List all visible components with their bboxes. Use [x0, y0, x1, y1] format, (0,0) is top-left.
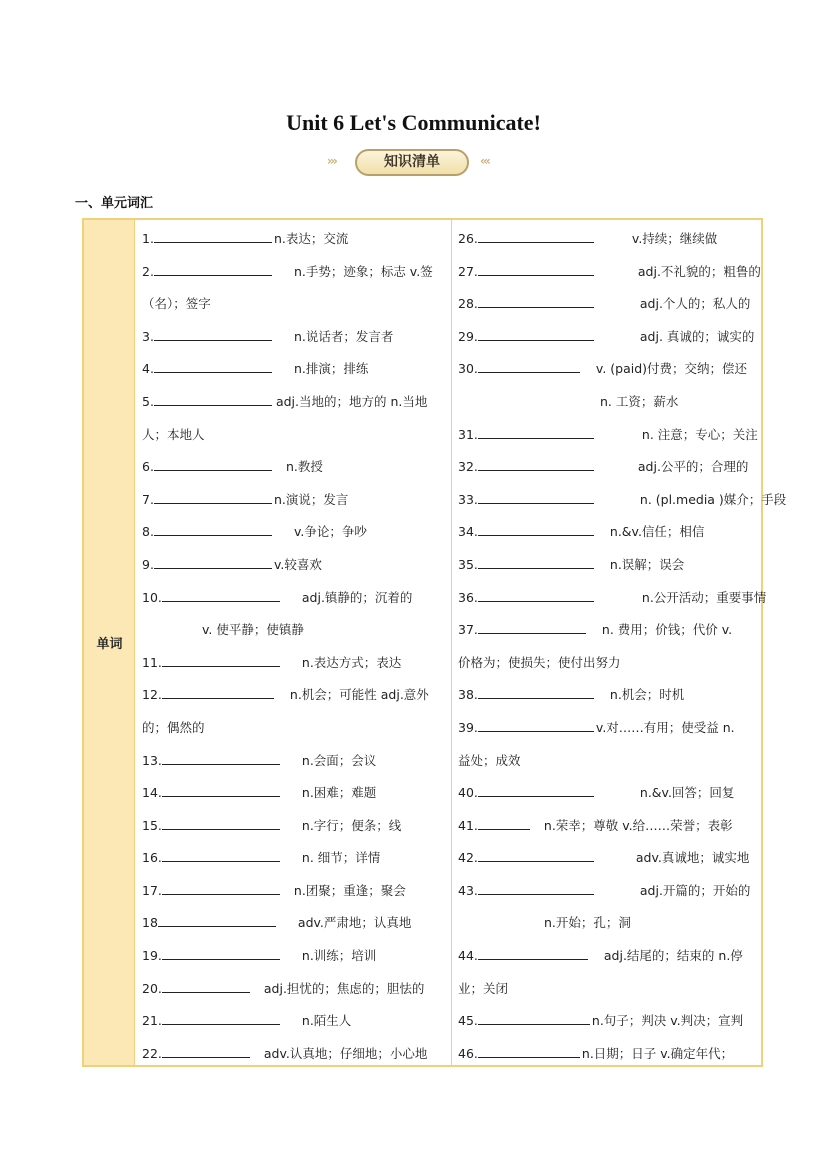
- item-number: 29.: [458, 328, 478, 344]
- vocab-line: [458, 1038, 760, 1071]
- answer-blank[interactable]: [154, 491, 272, 504]
- answer-blank[interactable]: [478, 719, 594, 732]
- vocab-line: [458, 777, 760, 810]
- item-number: 1.: [142, 231, 154, 246]
- vocab-line: [142, 973, 446, 1006]
- answer-blank[interactable]: [162, 1045, 250, 1058]
- item-number: 30.: [458, 361, 478, 377]
- answer-blank[interactable]: [154, 458, 272, 471]
- answer-blank[interactable]: [162, 882, 280, 895]
- item-number: 12.: [142, 687, 162, 703]
- definition-text: n.教授: [285, 459, 323, 475]
- answer-blank[interactable]: [478, 686, 594, 699]
- item-number: 7.: [142, 491, 154, 507]
- definition-text: 业；关闭: [458, 980, 509, 996]
- section-badge-row: [0, 149, 827, 179]
- definition-text: n.误解；误会: [609, 556, 685, 572]
- vocab-line: [142, 777, 446, 810]
- vocab-line: [458, 321, 760, 354]
- answer-blank[interactable]: [478, 328, 594, 341]
- answer-blank[interactable]: [478, 1045, 580, 1058]
- vocab-line: [142, 419, 446, 452]
- item-number: 5.: [142, 393, 154, 409]
- item-number: 46.: [458, 1045, 478, 1061]
- item-number: 8.: [142, 524, 154, 540]
- vocab-line: [458, 875, 760, 908]
- definition-text: adj.开篇的；开始的: [639, 882, 751, 898]
- vocab-line: [458, 288, 760, 321]
- chevrons-right-icon: ›››: [327, 154, 336, 168]
- definition-text: n. 细节；详情: [301, 850, 381, 866]
- answer-blank[interactable]: [478, 426, 594, 439]
- column-divider: [451, 220, 452, 1065]
- item-number: 18: [142, 915, 158, 931]
- vocab-line: [458, 223, 760, 256]
- definition-text: n.表达；交流: [273, 231, 349, 246]
- answer-blank[interactable]: [478, 263, 594, 276]
- answer-blank[interactable]: [478, 947, 588, 960]
- right-vocab-column: [458, 223, 787, 1070]
- definition-text: 人；本地人: [142, 426, 205, 442]
- vocab-line: [142, 679, 446, 712]
- item-number: 37.: [458, 622, 478, 638]
- answer-blank[interactable]: [154, 328, 272, 341]
- vocab-line: [142, 1005, 446, 1038]
- item-number: 2.: [142, 263, 154, 279]
- vocab-line: [142, 516, 446, 549]
- definition-text: adj.担忧的；焦虑的；胆怯的: [263, 980, 425, 996]
- item-number: 27.: [458, 263, 478, 279]
- vocab-line: [142, 1038, 446, 1071]
- vocab-line: [142, 353, 446, 386]
- answer-blank[interactable]: [478, 621, 586, 634]
- definition-text: n.机会；可能性 adj.意外: [289, 687, 429, 703]
- definition-text: n.演说；发言: [273, 491, 349, 507]
- vocab-line: [142, 745, 446, 778]
- row-label: 单词: [96, 637, 123, 652]
- item-number: 14.: [142, 785, 162, 801]
- definition-text: （名）；签字: [142, 296, 211, 312]
- answer-blank[interactable]: [162, 654, 280, 667]
- definition-text: n.排演；排练: [293, 361, 369, 377]
- vocab-line: [458, 907, 760, 940]
- answer-blank[interactable]: [162, 686, 274, 699]
- vocab-line: [458, 842, 760, 875]
- definition-text: n.开始；孔；洞: [544, 915, 631, 931]
- definition-text: adj.公平的；合理的: [637, 459, 749, 475]
- item-number: 26.: [458, 231, 478, 246]
- answer-blank[interactable]: [478, 849, 594, 862]
- vocab-line: [142, 940, 446, 973]
- vocab-line: [458, 353, 760, 386]
- vocab-line: [142, 484, 446, 517]
- vocab-line: [458, 973, 760, 1006]
- page-title: Unit 6 Let's Communicate!: [286, 110, 541, 135]
- vocab-line: [458, 582, 767, 615]
- definition-text: n.陌生人: [301, 1013, 352, 1029]
- vocab-line: [142, 647, 446, 680]
- vocab-line: [458, 614, 760, 647]
- vocab-line: [458, 484, 787, 517]
- item-number: 34.: [458, 524, 478, 540]
- definition-text: adj. 真诚的；诚实的: [639, 328, 755, 344]
- item-number: 16.: [142, 850, 162, 866]
- definition-text: n.会面；会议: [301, 752, 377, 768]
- definition-text: n.公开活动；重要事情: [641, 589, 767, 605]
- item-number: 35.: [458, 556, 478, 572]
- definition-text: adv.真诚地；诚实地: [635, 850, 750, 866]
- vocab-line: [142, 256, 446, 289]
- definition-text: n.字行；便条；线: [301, 817, 402, 833]
- definition-text: adv.认真地；仔细地；小心地: [263, 1045, 428, 1061]
- item-number: 19.: [142, 948, 162, 964]
- vocab-line: [458, 712, 760, 745]
- definition-text: n. 工资；薪水: [600, 393, 679, 409]
- definition-text: v. (paid)付费；交纳；偿还: [595, 361, 748, 377]
- answer-blank[interactable]: [478, 882, 594, 895]
- item-number: 20.: [142, 980, 162, 996]
- vocab-line: [458, 745, 760, 778]
- definition-text: n.日期；日子 v.确定年代；: [581, 1045, 734, 1061]
- definition-text: adj.结尾的；结束的 n.停: [603, 948, 743, 964]
- answer-blank[interactable]: [162, 980, 250, 993]
- vocab-line: [142, 582, 446, 615]
- definition-text: adj.当地的；地方的 n.当地: [275, 393, 428, 409]
- item-number: 32.: [458, 459, 478, 475]
- vocab-line: [458, 419, 760, 452]
- answer-blank[interactable]: [154, 230, 272, 243]
- definition-text: adj.个人的；私人的: [639, 296, 751, 312]
- answer-blank[interactable]: [478, 556, 594, 569]
- answer-blank[interactable]: [158, 914, 276, 927]
- vocab-line: [458, 679, 760, 712]
- section-heading: 一、单元词汇: [75, 196, 154, 211]
- item-number: 38.: [458, 687, 478, 703]
- vocab-line: [458, 1005, 760, 1038]
- definition-text: v.持续；继续做: [631, 231, 718, 246]
- vocabulary-table: [82, 218, 787, 1067]
- definition-text: n.&v.信任；相信: [609, 524, 705, 540]
- item-number: 11.: [142, 654, 162, 670]
- vocab-line: [142, 386, 446, 419]
- vocab-line: [142, 810, 446, 843]
- item-number: 4.: [142, 361, 154, 377]
- vocab-line: [458, 451, 760, 484]
- answer-blank[interactable]: [478, 589, 594, 602]
- item-number: 17.: [142, 882, 162, 898]
- vocab-line: [458, 647, 760, 680]
- definition-text: n.手势；迹象；标志 v.签: [293, 263, 433, 279]
- item-number: 36.: [458, 589, 478, 605]
- definition-text: n.训练；培训: [301, 948, 377, 964]
- answer-blank[interactable]: [478, 458, 594, 471]
- vocab-line: [142, 712, 446, 745]
- answer-blank[interactable]: [478, 523, 594, 536]
- vocab-line: [458, 256, 760, 289]
- vocab-line: [142, 321, 446, 354]
- definition-text: n. 费用；价钱；代价 v.: [601, 622, 733, 638]
- definition-text: n. 注意；专心；关注: [641, 426, 758, 442]
- item-number: 31.: [458, 426, 478, 442]
- item-number: 39.: [458, 719, 478, 735]
- definition-text: v.对……有用；使受益 n.: [595, 719, 735, 735]
- item-number: 22.: [142, 1045, 162, 1061]
- item-number: 3.: [142, 328, 154, 344]
- answer-blank[interactable]: [162, 849, 280, 862]
- vocab-line: [142, 549, 446, 582]
- item-number: 10.: [142, 589, 162, 605]
- vocab-line: [142, 842, 446, 875]
- answer-blank[interactable]: [162, 1012, 280, 1025]
- definition-text: v.争论；争吵: [293, 524, 367, 540]
- definition-text: n.句子；判决 v.判决；宣判: [591, 1013, 744, 1029]
- answer-blank[interactable]: [478, 295, 594, 308]
- item-number: 6.: [142, 459, 154, 475]
- definition-text: v. 使平静；使镇静: [202, 622, 304, 638]
- vocab-line: [142, 288, 446, 321]
- answer-blank[interactable]: [162, 947, 280, 960]
- definition-text: n.困难；难题: [301, 785, 377, 801]
- vocab-line: [142, 875, 446, 908]
- answer-blank[interactable]: [154, 393, 272, 406]
- vocab-line: [142, 907, 446, 940]
- definition-text: n.机会；时机: [609, 687, 685, 703]
- answer-blank[interactable]: [478, 360, 580, 373]
- definition-text: n.表达方式；表达: [301, 654, 402, 670]
- item-number: 15.: [142, 817, 162, 833]
- answer-blank[interactable]: [478, 491, 594, 504]
- answer-blank[interactable]: [162, 752, 280, 765]
- vocab-line: [458, 940, 760, 973]
- definition-text: v.较喜欢: [273, 556, 322, 572]
- definition-text: n. (pl.media )媒介；手段: [639, 491, 787, 507]
- answer-blank[interactable]: [154, 556, 272, 569]
- answer-blank[interactable]: [478, 230, 594, 243]
- definition-text: adj.镇静的；沉着的: [301, 589, 413, 605]
- answer-blank[interactable]: [154, 263, 272, 276]
- item-number: 21.: [142, 1013, 162, 1029]
- vocab-line: [458, 810, 760, 843]
- definition-text: 益处；成效: [458, 752, 521, 768]
- answer-blank[interactable]: [162, 784, 280, 797]
- item-number: 42.: [458, 850, 478, 866]
- left-vocab-column: [142, 223, 446, 1070]
- definition-text: n.荣幸；尊敬 v.给……荣誉；表彰: [543, 817, 733, 833]
- item-number: 40.: [458, 785, 478, 801]
- answer-blank[interactable]: [154, 360, 272, 373]
- item-number: 45.: [458, 1013, 478, 1029]
- definition-text: 价格为；使损失；使付出努力: [458, 654, 621, 670]
- vocab-line: [142, 614, 446, 647]
- definition-text: n.团聚；重逢；聚会: [293, 882, 406, 898]
- chevrons-left-icon: ‹‹‹: [480, 154, 489, 168]
- item-number: 33.: [458, 491, 478, 507]
- answer-blank[interactable]: [162, 589, 280, 602]
- vocab-line: [142, 223, 446, 256]
- definition-text: n.说话者；发言者: [293, 328, 394, 344]
- answer-blank[interactable]: [478, 817, 530, 830]
- item-number: 43.: [458, 882, 478, 898]
- answer-blank[interactable]: [478, 784, 594, 797]
- vocab-line: [458, 516, 760, 549]
- row-label-cell: [84, 220, 135, 1065]
- definition-text: 的；偶然的: [142, 719, 205, 735]
- answer-blank[interactable]: [162, 817, 280, 830]
- definition-text: adj.不礼貌的；粗鲁的: [637, 263, 761, 279]
- item-number: 9.: [142, 556, 154, 572]
- item-number: 28.: [458, 296, 478, 312]
- vocab-line: [458, 386, 760, 419]
- definition-text: n.&v.回答；回复: [639, 785, 735, 801]
- item-number: 41.: [458, 817, 478, 833]
- vocab-line: [458, 549, 760, 582]
- vocab-line: [142, 451, 446, 484]
- answer-blank[interactable]: [478, 1012, 590, 1025]
- item-number: 13.: [142, 752, 162, 768]
- answer-blank[interactable]: [154, 523, 272, 536]
- knowledge-list-badge: 知识清单: [355, 149, 469, 176]
- item-number: 44.: [458, 948, 478, 964]
- definition-text: adv.严肃地；认真地: [297, 915, 412, 931]
